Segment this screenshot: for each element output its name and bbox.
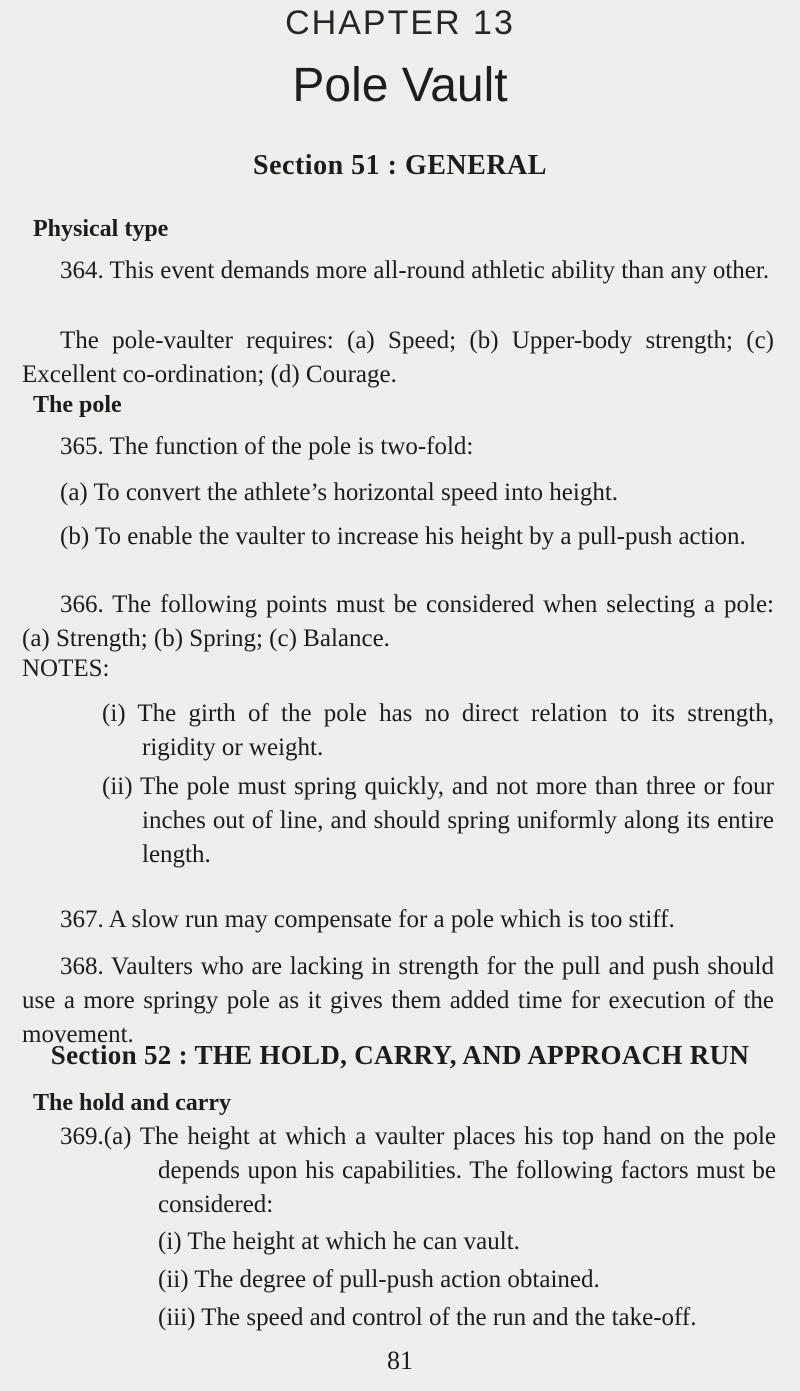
page-number: 81 (387, 1346, 413, 1375)
paragraph-365b: (b) To enable the vaulter to increase his height by a pull-push action. (60, 523, 746, 550)
section-heading-hold-carry-approach: Section 52 : THE HOLD, CARRY, AND APPROACH RUN (50, 1040, 750, 1070)
paragraph-367: 367. A slow run may compensate for a pole which is too stiff. (60, 906, 675, 933)
paragraph-364: 364. This event demands more all-round athletic ability than any other. (60, 257, 770, 284)
note-ii: (ii) The pole must spring quickly, and not more than three or four inches out of line, and should spring uniformly along its entire length. (102, 773, 774, 868)
section-heading-general: Section 51 : GENERAL (253, 150, 547, 181)
notes-label: NOTES: (22, 655, 110, 682)
paragraph-369a-text: 369.(a) The height at which a vaulter places his top hand on the pole depends upon his capabilities. The following factors must be considered: (60, 1123, 776, 1218)
subheading-hold-and-carry: The hold and carry (33, 1090, 232, 1116)
subheading-the-pole: The pole (33, 392, 122, 418)
paragraph-365a: (a) To convert the athlete’s horizontal speed into height. (60, 479, 619, 506)
factor-ii: (ii) The degree of pull-push action obtained. (158, 1266, 600, 1293)
factor-i: (i) The height at which he can vault. (158, 1228, 520, 1255)
paragraph-365: 365. The function of the pole is two-fold: (60, 433, 474, 460)
note-i: (i) The girth of the pole has no direct relation to its strength, rigidity or weight. (102, 700, 774, 761)
chapter-title: Pole Vault (292, 59, 508, 112)
chapter-heading: CHAPTER 13 (285, 4, 515, 42)
subheading-physical-type: Physical type (33, 216, 169, 242)
paragraph-requirements: The pole-vaulter requires: (a) Speed; (b) Upper-body strength; (c) Excellent co-ordination; (d) Courage. (22, 327, 774, 388)
factor-iii: (iii) The speed and control of the run and the take-off. (158, 1304, 697, 1331)
paragraph-368: 368. Vaulters who are lacking in strength for the pull and push should use a more springy pole as it gives them added time for execution of the movement. (22, 953, 774, 1048)
paragraph-366: 366. The following points must be considered when selecting a pole: (a) Strength; (b) Spring; (c) Balance. (22, 591, 774, 652)
